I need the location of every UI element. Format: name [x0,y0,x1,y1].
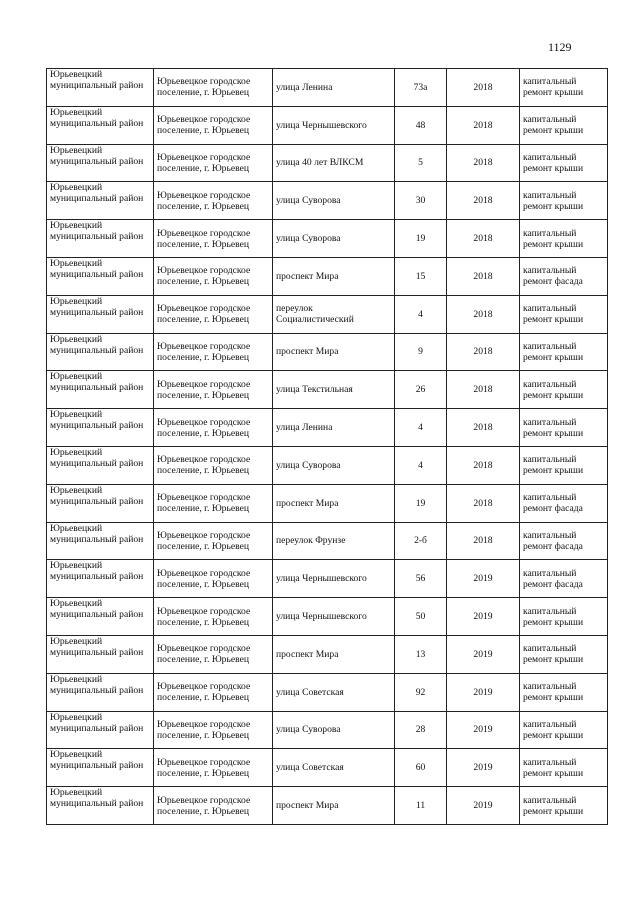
table-row [47,295,608,333]
table-row [47,560,608,598]
street-cell: улица Суворова [273,711,395,749]
work-type-cell: капитальный ремонт крыши [520,787,608,825]
district-cell: Юрьевецкий муниципальный район [47,295,154,333]
work-type-cell: капитальный ремонт крыши [520,295,608,333]
year-cell: 2019 [447,598,520,636]
house-number-cell: 9 [395,333,447,371]
district-cell: Юрьевецкий муниципальный район [47,635,154,673]
settlement-cell: Юрьевецкое городское поселение, г. Юрьевец [154,560,273,598]
year-cell: 2019 [447,787,520,825]
house-number-cell: 30 [395,182,447,220]
settlement-cell: Юрьевецкое городское поселение, г. Юрьевец [154,371,273,409]
settlement-cell: Юрьевецкое городское поселение, г. Юрьевец [154,106,273,144]
work-type-cell: капитальный ремонт крыши [520,409,608,447]
work-type-cell: капитальный ремонт крыши [520,598,608,636]
table-row [47,484,608,522]
work-type-cell: капитальный ремонт крыши [520,446,608,484]
settlement-cell: Юрьевецкое городское поселение, г. Юрьевец [154,522,273,560]
year-cell: 2018 [447,371,520,409]
settlement-cell: Юрьевецкое городское поселение, г. Юрьевец [154,484,273,522]
settlement-cell: Юрьевецкое городское поселение, г. Юрьевец [154,635,273,673]
district-cell: Юрьевецкий муниципальный район [47,749,154,787]
table-row [47,69,608,107]
work-type-cell: капитальный ремонт крыши [520,711,608,749]
settlement-cell: Юрьевецкое городское поселение, г. Юрьевец [154,295,273,333]
settlement-cell: Юрьевецкое городское поселение, г. Юрьевец [154,787,273,825]
settlement-cell: Юрьевецкое городское поселение, г. Юрьевец [154,144,273,182]
district-cell: Юрьевецкий муниципальный район [47,673,154,711]
table-row [47,333,608,371]
table-row [47,371,608,409]
table-row [47,409,608,447]
house-number-cell: 26 [395,371,447,409]
house-number-cell: 4 [395,446,447,484]
year-cell: 2018 [447,69,520,107]
house-number-cell: 13 [395,635,447,673]
year-cell: 2018 [447,295,520,333]
work-type-cell: капитальный ремонт фасада [520,522,608,560]
house-number-cell: 4 [395,409,447,447]
year-cell: 2018 [447,409,520,447]
settlement-cell: Юрьевецкое городское поселение, г. Юрьевец [154,333,273,371]
table-row [47,522,608,560]
work-type-cell: капитальный ремонт крыши [520,220,608,258]
district-cell: Юрьевецкий муниципальный район [47,484,154,522]
street-cell: улица Ленина [273,409,395,447]
table-row [47,711,608,749]
house-number-cell: 56 [395,560,447,598]
street-cell: улица Суворова [273,220,395,258]
work-type-cell: капитальный ремонт крыши [520,69,608,107]
street-cell: проспект Мира [273,257,395,295]
work-type-cell: капитальный ремонт крыши [520,182,608,220]
table-row [47,598,608,636]
year-cell: 2018 [447,106,520,144]
year-cell: 2018 [447,257,520,295]
district-cell: Юрьевецкий муниципальный район [47,409,154,447]
work-type-cell: капитальный ремонт крыши [520,333,608,371]
district-cell: Юрьевецкий муниципальный район [47,598,154,636]
district-cell: Юрьевецкий муниципальный район [47,522,154,560]
settlement-cell: Юрьевецкое городское поселение, г. Юрьевец [154,220,273,258]
house-number-cell: 60 [395,749,447,787]
table-row [47,635,608,673]
year-cell: 2019 [447,673,520,711]
district-cell: Юрьевецкий муниципальный район [47,446,154,484]
table-row [47,446,608,484]
house-number-cell: 28 [395,711,447,749]
district-cell: Юрьевецкий муниципальный район [47,106,154,144]
house-number-cell: 5 [395,144,447,182]
district-cell: Юрьевецкий муниципальный район [47,182,154,220]
street-cell: проспект Мира [273,333,395,371]
page-number: 1129 [548,40,572,54]
year-cell: 2018 [447,182,520,220]
settlement-cell: Юрьевецкое городское поселение, г. Юрьевец [154,69,273,107]
settlement-cell: Юрьевецкое городское поселение, г. Юрьевец [154,446,273,484]
house-number-cell: 4 [395,295,447,333]
district-cell: Юрьевецкий муниципальный район [47,220,154,258]
street-cell: улица Суворова [273,182,395,220]
work-type-cell: капитальный ремонт крыши [520,673,608,711]
table-row [47,257,608,295]
house-number-cell: 73а [395,69,447,107]
repair-schedule-table [46,68,608,825]
work-type-cell: капитальный ремонт крыши [520,749,608,787]
street-cell: улица Ленина [273,69,395,107]
street-cell: улица Суворова [273,446,395,484]
street-cell: улица Текстильная [273,371,395,409]
street-cell: улица Чернышевского [273,560,395,598]
district-cell: Юрьевецкий муниципальный район [47,333,154,371]
work-type-cell: капитальный ремонт крыши [520,635,608,673]
settlement-cell: Юрьевецкое городское поселение, г. Юрьевец [154,257,273,295]
house-number-cell: 15 [395,257,447,295]
table-row [47,673,608,711]
house-number-cell: 11 [395,787,447,825]
year-cell: 2018 [447,220,520,258]
year-cell: 2018 [447,484,520,522]
table-row [47,182,608,220]
settlement-cell: Юрьевецкое городское поселение, г. Юрьевец [154,711,273,749]
work-type-cell: капитальный ремонт крыши [520,106,608,144]
work-type-cell: капитальный ремонт крыши [520,371,608,409]
street-cell: улица Советская [273,673,395,711]
district-cell: Юрьевецкий муниципальный район [47,69,154,107]
settlement-cell: Юрьевецкое городское поселение, г. Юрьевец [154,182,273,220]
year-cell: 2018 [447,446,520,484]
settlement-cell: Юрьевецкое городское поселение, г. Юрьевец [154,749,273,787]
street-cell: улица Чернышевского [273,106,395,144]
street-cell: улица 40 лет ВЛКСМ [273,144,395,182]
table-row [47,220,608,258]
work-type-cell: капитальный ремонт фасада [520,560,608,598]
street-cell: проспект Мира [273,484,395,522]
table-body [47,69,608,825]
district-cell: Юрьевецкий муниципальный район [47,560,154,598]
district-cell: Юрьевецкий муниципальный район [47,371,154,409]
year-cell: 2019 [447,711,520,749]
table-row [47,144,608,182]
house-number-cell: 19 [395,220,447,258]
year-cell: 2018 [447,333,520,371]
street-cell: переулок Фрунзе [273,522,395,560]
year-cell: 2019 [447,635,520,673]
settlement-cell: Юрьевецкое городское поселение, г. Юрьевец [154,598,273,636]
settlement-cell: Юрьевецкое городское поселение, г. Юрьевец [154,409,273,447]
house-number-cell: 50 [395,598,447,636]
district-cell: Юрьевецкий муниципальный район [47,787,154,825]
year-cell: 2018 [447,522,520,560]
house-number-cell: 92 [395,673,447,711]
house-number-cell: 2-б [395,522,447,560]
street-cell: улица Советская [273,749,395,787]
table-row [47,749,608,787]
year-cell: 2019 [447,560,520,598]
house-number-cell: 19 [395,484,447,522]
street-cell: проспект Мира [273,635,395,673]
year-cell: 2019 [447,749,520,787]
work-type-cell: капитальный ремонт фасада [520,484,608,522]
year-cell: 2018 [447,144,520,182]
settlement-cell: Юрьевецкое городское поселение, г. Юрьевец [154,673,273,711]
work-type-cell: капитальный ремонт крыши [520,144,608,182]
street-cell: проспект Мира [273,787,395,825]
work-type-cell: капитальный ремонт фасада [520,257,608,295]
table-row [47,106,608,144]
house-number-cell: 48 [395,106,447,144]
district-cell: Юрьевецкий муниципальный район [47,711,154,749]
district-cell: Юрьевецкий муниципальный район [47,144,154,182]
street-cell: переулок Социалистический [273,295,395,333]
table-row [47,787,608,825]
district-cell: Юрьевецкий муниципальный район [47,257,154,295]
street-cell: улица Чернышевского [273,598,395,636]
